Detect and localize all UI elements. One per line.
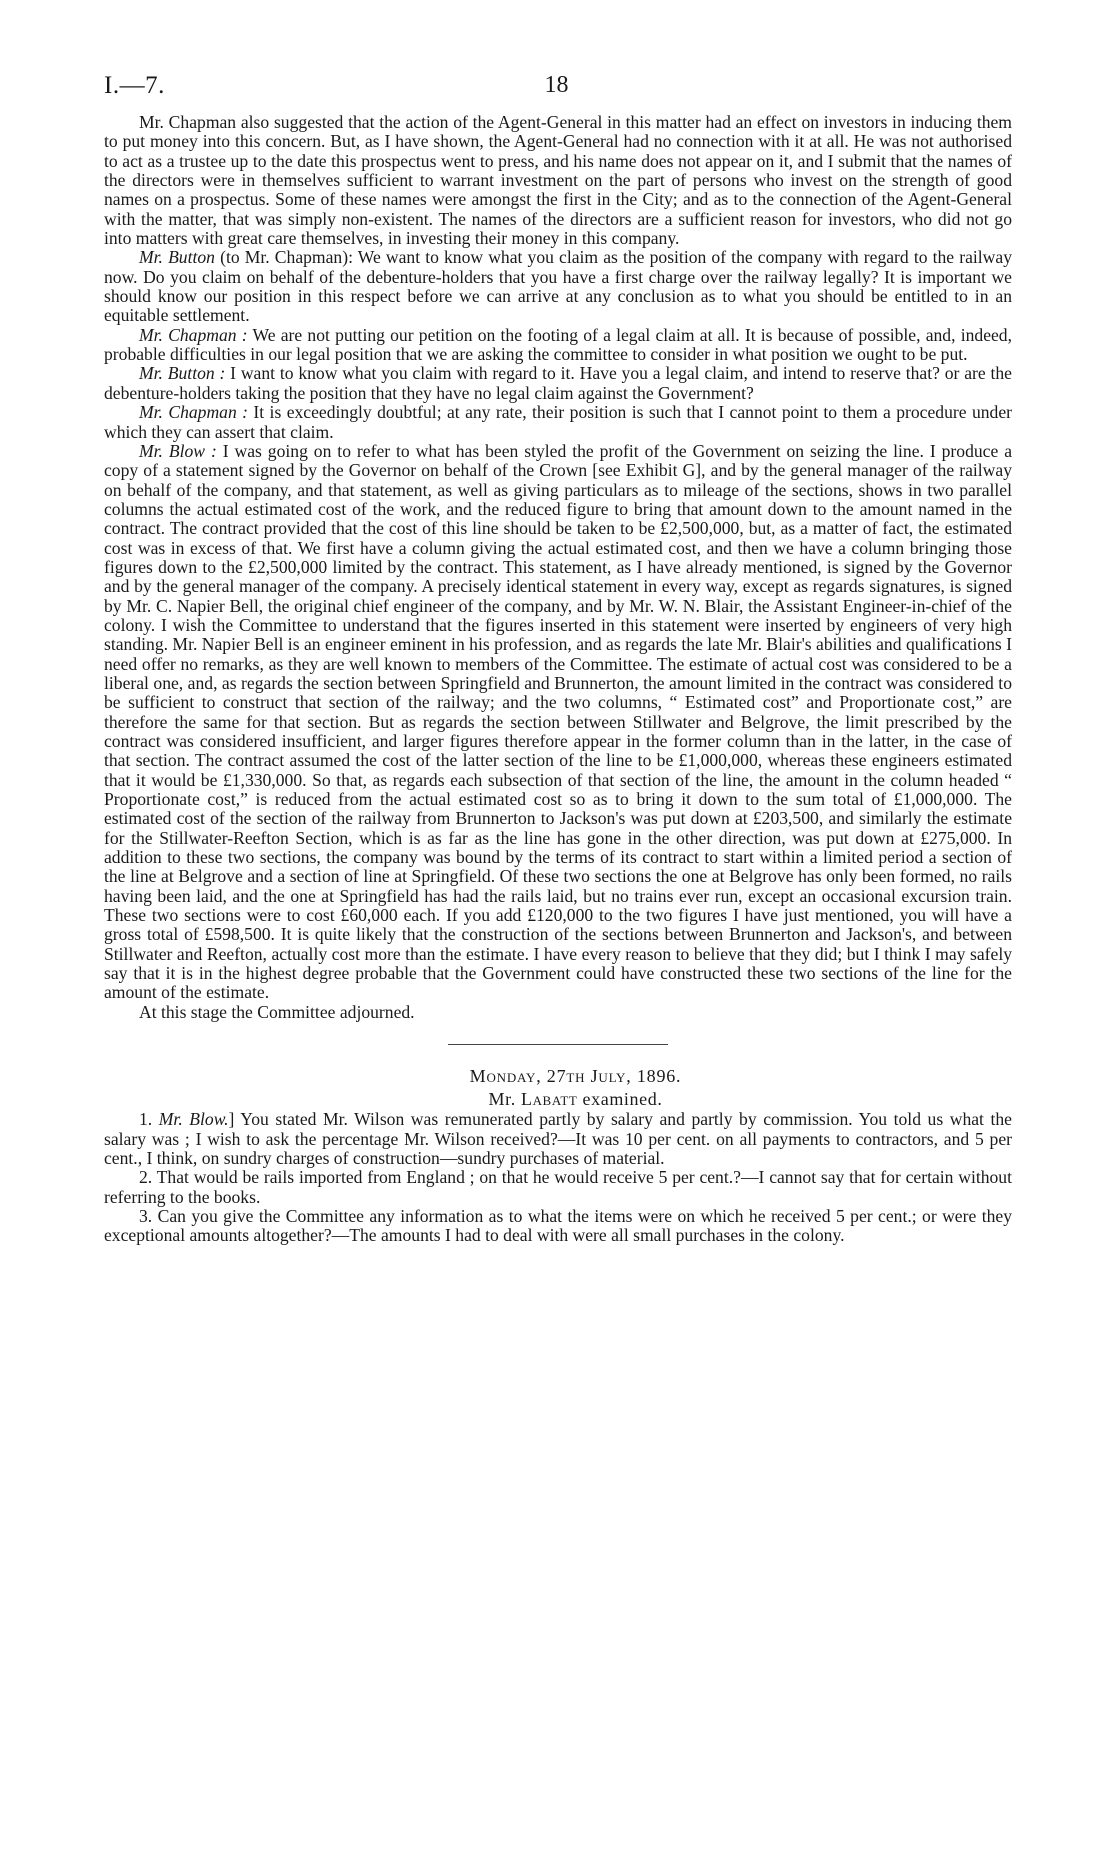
paragraph-text: We are not putting our petition on the footing of a legal claim at all. It is because of possible, and, indeed, probable difficulties in our legal position that we are asking the committee to consider in what position we ought to be put. — [104, 324, 1013, 365]
witness-title: Mr. — [488, 1089, 516, 1110]
adjourned-note: At this stage the Committee adjourned. — [139, 1001, 415, 1022]
speaker-name: Mr. Chapman : — [139, 324, 248, 345]
paragraph-chapman-reply — [104, 326, 1012, 365]
session-date: Monday, 27th July, 1896. — [469, 1066, 682, 1087]
question-number: 3. — [139, 1205, 153, 1226]
question-item — [104, 1168, 1012, 1207]
paragraph-text: It is exceedingly doubtful; at any rate, their position is such that I cannot point to them a procedure under which they can assert that claim. — [104, 402, 1013, 442]
speaker-name: Mr. Blow : — [139, 440, 217, 461]
speaker-name: Mr. Chapman : — [139, 402, 249, 423]
question-number: 2. — [139, 1167, 153, 1188]
speaker-name: Mr. Button — [139, 247, 215, 268]
paragraph-agent-general: Mr. Chapman also suggested that the action of the Agent-General in this matter had an effect on investors in inducing them to put money into this concern. But, as I have shown, the Agent-General had no connection with it at all. He was not authorised to act as a trustee up to the date this prospectus went to press, and his name does not appear on it, and I submit that the names of the directors were in themselves sufficient to warrant investment on the part of persons who invest on the strength of good names on a prospectus. Some of these names were amongst the first in the City; and as to the connection of the Agent-General with the matter, that was simply non-existent. The names of the directors are a sufficient reason for investors, who did not go into matters with great care themselves, in investing their money in this company. — [104, 112, 1012, 249]
question-text: Can you give the Committee any information as to what the items were on which he received 5 per cent.; or were they exceptional amounts altogether?—The amounts I had to deal with were all small purchases in the colony. — [104, 1205, 1012, 1246]
question-text: That would be rails imported from England ; on that he would receive 5 per cent.?—I cannot say that for certain without referring to the books. — [104, 1167, 1012, 1207]
paragraph-text: I want to know what you claim with regard to it. Have you a legal claim, and intend to reserve that? or are the debenture-holders taking the position that they have no legal claim against the Government? — [104, 363, 1012, 403]
page-number: 18 — [544, 72, 569, 98]
paragraph-blow-statement — [104, 442, 1012, 1003]
question-bracket: ] — [228, 1109, 235, 1130]
witness-suffix: examined. — [577, 1089, 663, 1110]
witness-heading — [104, 1088, 1012, 1110]
paragraph-button-question — [104, 248, 1012, 325]
question-item — [104, 1207, 1012, 1246]
question-speaker: Mr. Blow. — [158, 1109, 229, 1130]
question-number: 1. — [139, 1109, 153, 1130]
page-body — [104, 113, 1012, 1246]
section-divider — [448, 1044, 668, 1045]
witness-name: Labatt — [520, 1089, 578, 1110]
speaker-name: Mr. Button : — [139, 363, 226, 384]
page-header — [104, 72, 1009, 106]
paragraph-button-followup — [104, 364, 1012, 403]
paper-reference: I.—7. — [104, 72, 165, 99]
paragraph-text: I was going on to refer to what has been styled the profit of the Government on seizing the line. I produce a copy of a statement signed by the Governor on behalf of the Crown [see Exhibit G], and by the general manager of the railway on behalf of the company, and that statement, as well as giving particulars as to mileage of the sections, shows in two parallel columns the actual estimated cost of the work, and the reduced figure to bring that amount down to the amount named in the contract. The contract provided that the cost of this line should be taken to be £2,500,000, but, as a matter of fact, the estimated cost was in excess of that. We first have a column giving the actual estimated cost, and then we have a column bringing those figures down to the £2,500,000 limited by the contract. This statement, as I have already mentioned, is signed by the Governor and by the general manager of the company. A precisely identical statement in every way, except as regards signatures, is signed by Mr. C. Napier Bell, the original chief engineer of the company, and by Mr. W. N. Blair, the Assistant Engineer-in-chief of the colony. I wish the Committee to understand that the figures inserted in this statement were inserted by engineers of very high standing. Mr. Napier Bell is an engineer eminent in his profession, and as regards the late Mr. Blair's abilities and qualifications I need offer no remarks, as they are well known to members of the Committee. The estimate of actual cost was considered to be a liberal one, and, as regards the section between Springfield and Brunnerton, the amount limited in the contract was considered to be sufficient to construct that section of the railway; and the two columns, “ Estimated cost” and Proportionate cost,” are therefore the same for that section. But as regards the section between Stillwater and Belgrove, the limit prescribed by the contract was considered insufficient, and larger figures therefore appear in the former column than in the latter, in the case of that section. The contract assumed the cost of the latter section of the line to be £1,000,000, whereas these engineers estimated that it would be £1,330,000. So that, as regards each subsection of that section of the line, the amount in the column headed “ Proportionate cost,” is reduced from the actual estimated cost so as to bring it down to the sum total of £1,000,000. The estimated cost of the section of the railway from Brunnerton to Jackson's was put down at £203,500, and similarly the estimate for the Stillwater-Reefton Section, which is as far as the line has gone in the other direction, was put down at £275,000. In addition to these two sections, the company was bound by the terms of its contract to start within a limited period a section of the line at Belgrove and a section of line at Springfield. Of these two sections the one at Belgrove has only been formed, no rails having been laid, and the one at Springfield has had the rails laid, but no trains ever run, except an occasional excursion train. These two sections were to cost £60,000 each. If you add £120,000 to the two figures I have just mentioned, you will have a gross total of £598,500. It is quite likely that the construction of the sections between Brunnerton and Jackson's, and between Stillwater and Reefton, actually cost more than the estimate. I have every reason to believe that they did; but I think I may safely say that it is in the highest degree probable that the Government could have constructed these two sections of the line for the amount of the estimate. — [104, 440, 1013, 1003]
question-text: You stated Mr. Wilson was remunerated partly by salary and partly by commission. You told us what the salary was ; I wish to ask the percentage Mr. Wilson received?—It was 10 per cent. on all payments to contractors, and 5 per cent., I think, on sundry charges of construction—sundry purchases of material. — [104, 1109, 1012, 1168]
paragraph-chapman-doubtful — [104, 403, 1012, 442]
question-item — [104, 1110, 1012, 1168]
paragraph-text: (to Mr. Chapman): We want to know what you claim as the position of the company with regard to the railway now. Do you claim on behalf of the debenture-holders that you have a first charge over the railway legally? It is important we should know our position in this respect before we can arrive at any conclusion as to what you should be entitled to in an equitable settlement. — [104, 247, 1012, 326]
